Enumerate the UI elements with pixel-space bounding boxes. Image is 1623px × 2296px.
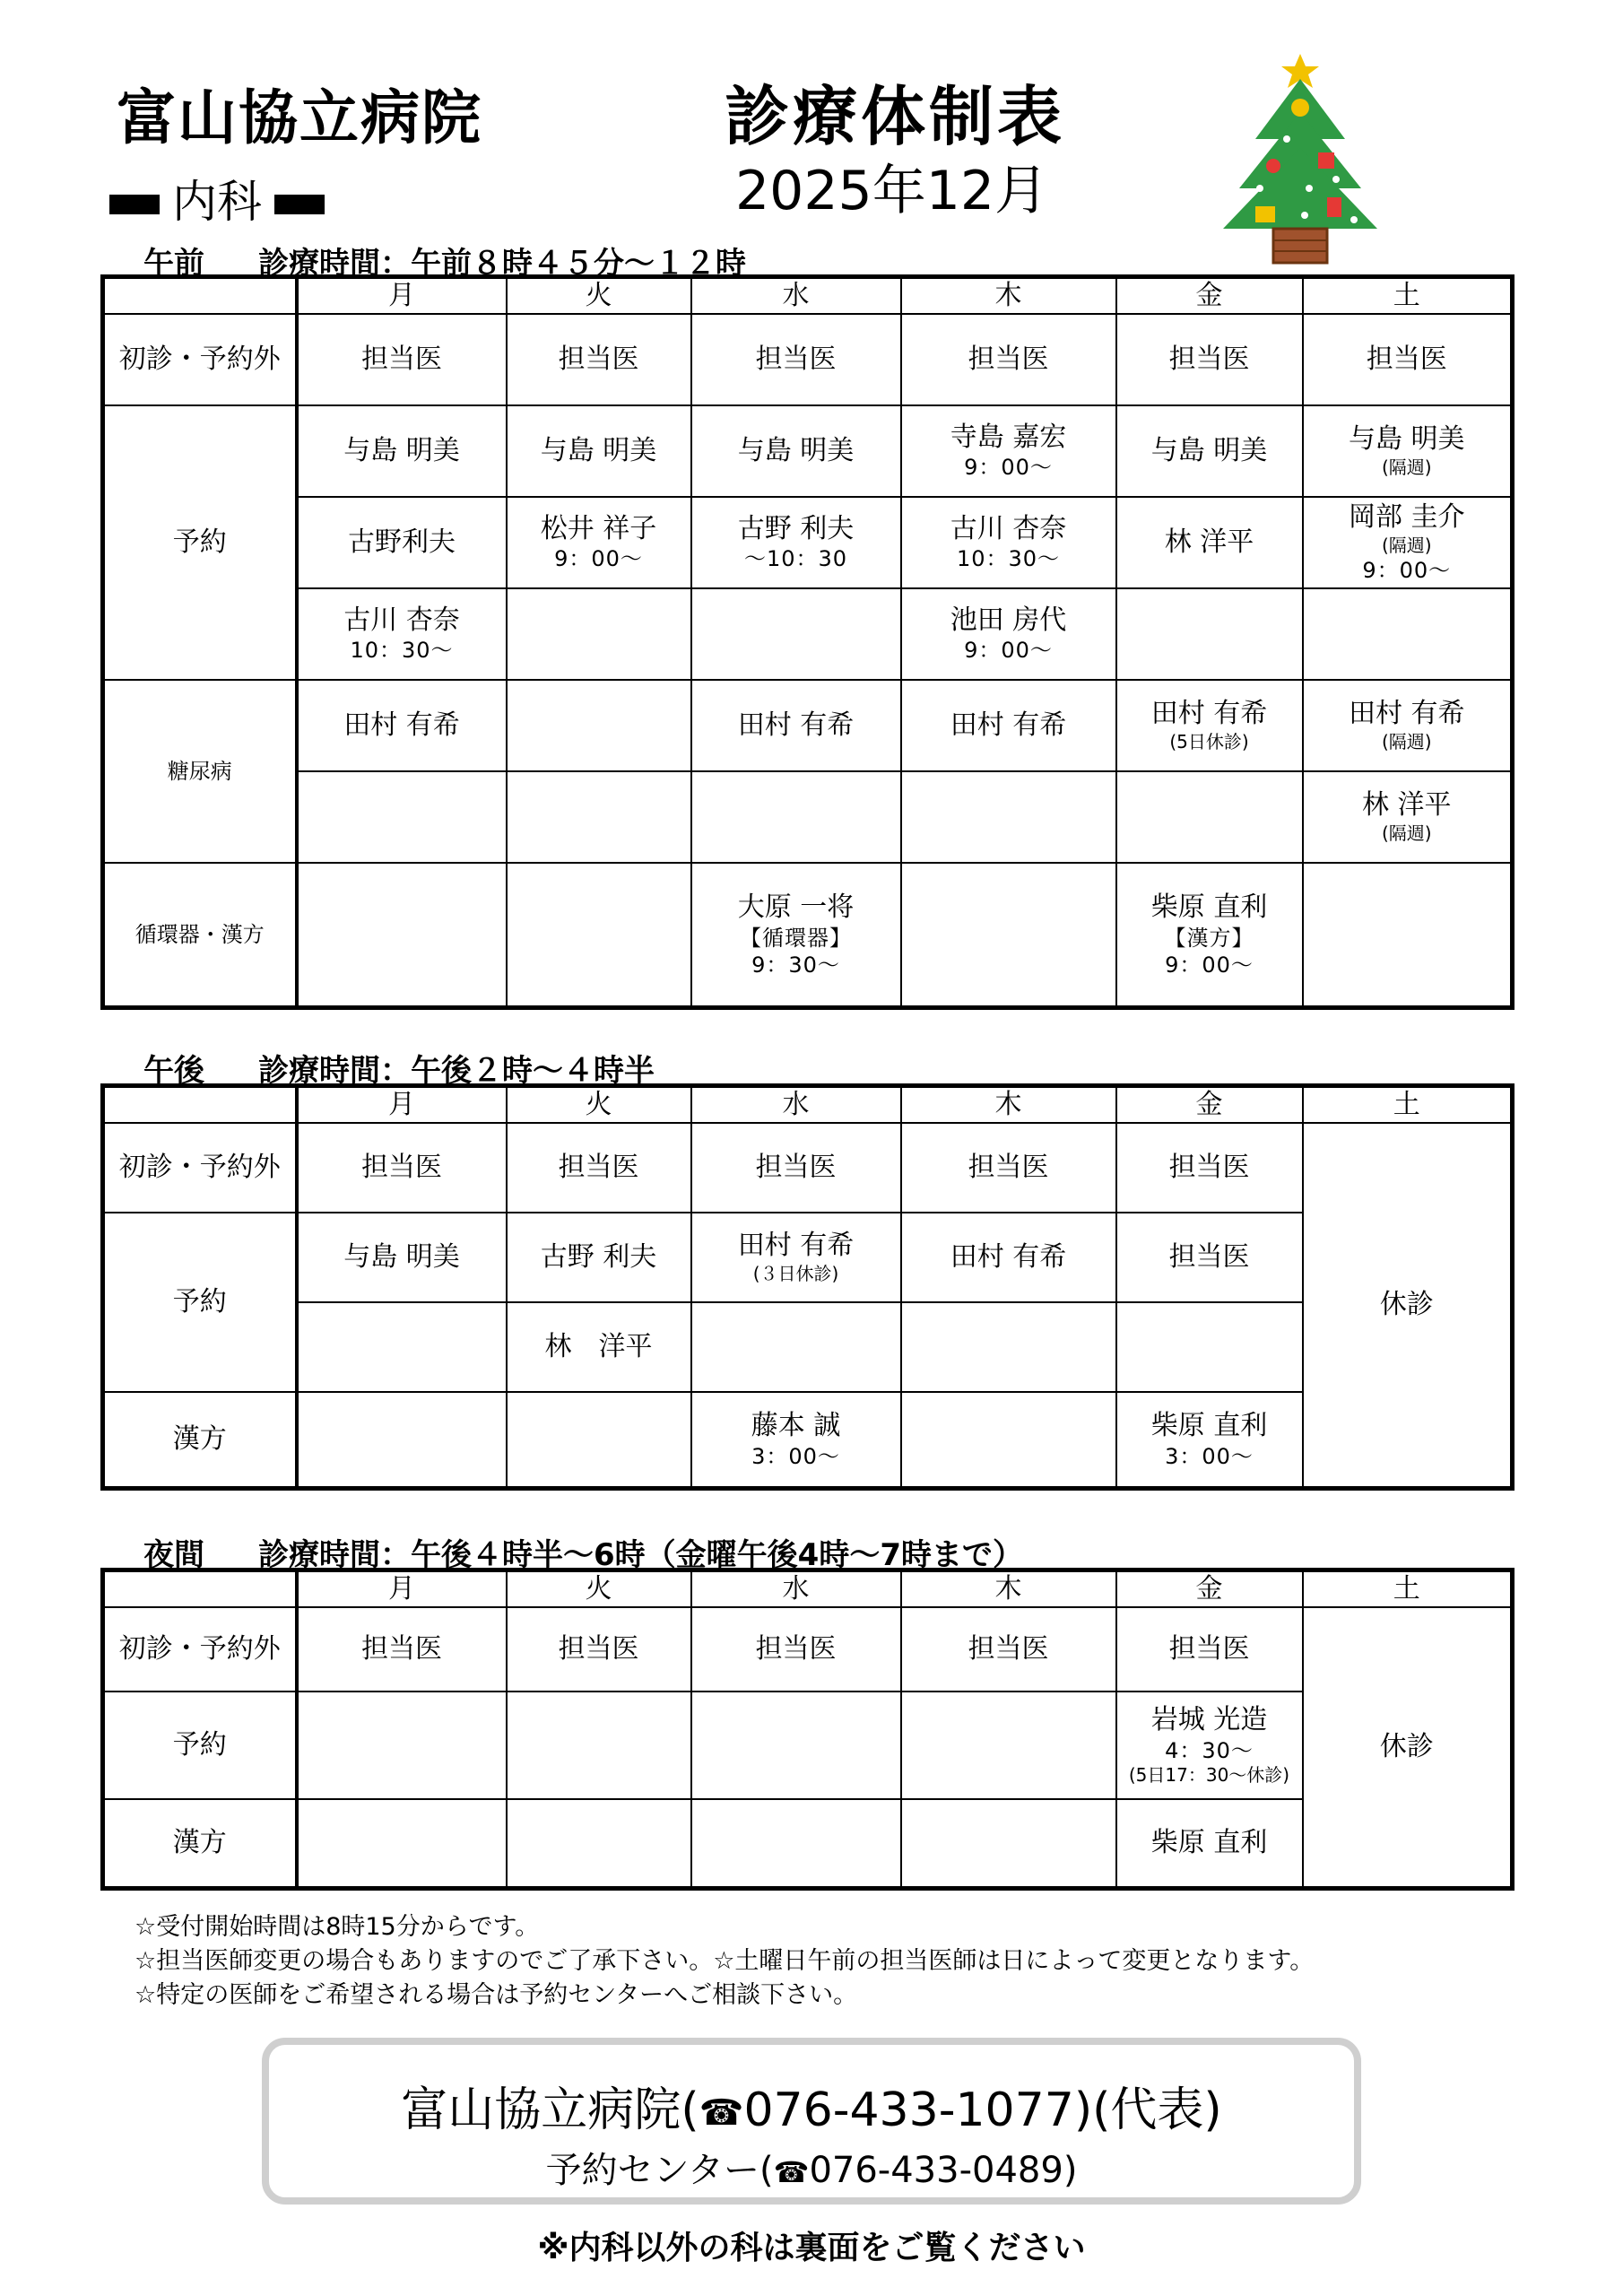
afternoon-first-visit-thu: 担当医 bbox=[901, 1123, 1116, 1213]
doctor-name: 岩城 光造 bbox=[1150, 1704, 1268, 1736]
night-first-visit-mon: 担当医 bbox=[297, 1607, 507, 1692]
doctor-name: 古川 杏奈 bbox=[343, 604, 460, 636]
morning-first-visit-thu: 担当医 bbox=[901, 314, 1116, 405]
morning-reservation-label: 予約 bbox=[103, 405, 297, 680]
morning-first-visit-fri: 担当医 bbox=[1116, 314, 1303, 405]
night-kampo-wed bbox=[691, 1799, 901, 1889]
night-day-header-row bbox=[103, 1570, 1513, 1607]
schedule-note: (隔週) bbox=[1381, 534, 1432, 556]
afternoon-first-visit-mon: 担当医 bbox=[297, 1123, 507, 1213]
morning-res2-wed bbox=[691, 497, 901, 588]
afternoon-first-visit-fri: 担当医 bbox=[1116, 1123, 1303, 1213]
doctor-name: 与島 明美 bbox=[343, 1240, 460, 1273]
night-day-tue: 火 bbox=[507, 1570, 691, 1607]
note-line: ☆受付開始時間は8時15分からです。 bbox=[135, 1913, 540, 1941]
morning-dia1-fri bbox=[1116, 680, 1303, 771]
schedule-month: 2025年12月 bbox=[735, 160, 1049, 222]
morning-dia1-mon bbox=[297, 680, 507, 771]
department-bar-left bbox=[109, 195, 160, 214]
night-kampo-thu bbox=[901, 1799, 1116, 1889]
doctor-name: 寺島 嘉宏 bbox=[950, 421, 1067, 453]
doctor-name: 田村 有希 bbox=[343, 709, 460, 741]
main-phone-number[interactable]: 076-433-1077 bbox=[743, 2083, 1074, 2137]
start-time: 9：30～ bbox=[751, 952, 840, 978]
afternoon-kampo-mon bbox=[297, 1392, 507, 1489]
specialty-label: 【循環器】 bbox=[740, 925, 852, 951]
afternoon-first-visit-tue: 担当医 bbox=[507, 1123, 691, 1213]
doctor-name: 岡部 圭介 bbox=[1348, 501, 1465, 534]
night-kampo-mon bbox=[297, 1799, 507, 1889]
doctor-name: 田村 有希 bbox=[737, 1230, 855, 1262]
morning-diabetes-row-2 bbox=[103, 771, 1513, 863]
night-corner-cell bbox=[103, 1570, 297, 1607]
night-kampo-tue bbox=[507, 1799, 691, 1889]
doctor-name: 林 洋平 bbox=[1164, 526, 1254, 558]
morning-res2-sat bbox=[1303, 497, 1513, 588]
night-day-mon: 月 bbox=[297, 1570, 507, 1607]
night-res-wed bbox=[691, 1692, 901, 1799]
afternoon-res1-fri bbox=[1116, 1213, 1303, 1302]
afternoon-res1-wed bbox=[691, 1213, 901, 1302]
doctor-name: 柴原 直利 bbox=[1150, 891, 1268, 923]
morning-day-mon: 月 bbox=[297, 277, 507, 314]
morning-diabetes-row-1 bbox=[103, 680, 1513, 771]
morning-res3-sat bbox=[1303, 588, 1513, 680]
doctor-name: 古川 杏奈 bbox=[950, 512, 1067, 544]
night-reservation-row bbox=[103, 1692, 1513, 1799]
morning-circ-kampo-label: 循環器・漢方 bbox=[103, 863, 297, 1008]
morning-res2-fri bbox=[1116, 497, 1303, 588]
night-day-sat: 土 bbox=[1303, 1570, 1513, 1607]
doctor-name: 与島 明美 bbox=[343, 434, 460, 466]
afternoon-hours: 診療時間：午後２時～４時半 bbox=[258, 1053, 655, 1089]
morning-dia2-wed bbox=[691, 771, 901, 863]
morning-res3-wed bbox=[691, 588, 901, 680]
morning-res2-tue bbox=[507, 497, 691, 588]
morning-circ-mon bbox=[297, 863, 507, 1008]
start-time: 9：00～ bbox=[554, 546, 643, 572]
morning-dia2-fri bbox=[1116, 771, 1303, 863]
start-time: 9：00～ bbox=[1362, 557, 1452, 583]
night-day-fri: 金 bbox=[1116, 1570, 1303, 1607]
start-time: 4：30～ bbox=[1165, 1737, 1254, 1763]
afternoon-res2-mon bbox=[297, 1302, 507, 1392]
morning-first-visit-wed: 担当医 bbox=[691, 314, 901, 405]
doctor-name: 与島 明美 bbox=[1348, 423, 1465, 456]
doctor-name: 田村 有希 bbox=[950, 709, 1067, 741]
doctor-name: 池田 房代 bbox=[950, 604, 1067, 636]
morning-dia2-sat bbox=[1303, 771, 1513, 863]
afternoon-res2-tue bbox=[507, 1302, 691, 1392]
reservation-center-label: 予約センター bbox=[545, 2150, 759, 2191]
schedule-note: (隔週) bbox=[1381, 730, 1432, 752]
doctor-name: 柴原 直利 bbox=[1150, 1827, 1268, 1858]
afternoon-reservation-row-2 bbox=[103, 1302, 1513, 1392]
night-res-mon bbox=[297, 1692, 507, 1799]
morning-res1-sat bbox=[1303, 405, 1513, 497]
afternoon-day-sat: 土 bbox=[1303, 1086, 1513, 1123]
morning-res3-thu bbox=[901, 588, 1116, 680]
main-phone-suffix: (代表) bbox=[1092, 2083, 1222, 2137]
doctor-name: 柴原 直利 bbox=[1150, 1410, 1268, 1441]
afternoon-saturday-closed: 休診 bbox=[1303, 1123, 1513, 1489]
morning-day-tue: 火 bbox=[507, 277, 691, 314]
afternoon-res1-tue bbox=[507, 1213, 691, 1302]
note-line: ☆担当医師変更の場合もありますのでご了承下さい。☆土曜日午前の担当医師は日によって変更となります。 bbox=[135, 1947, 1315, 1975]
night-first-visit-label: 初診・予約外 bbox=[103, 1607, 297, 1692]
night-schedule-table bbox=[100, 1568, 1515, 1891]
footer-note: ※内科以外の科は裏面をご覧ください bbox=[537, 2230, 1086, 2266]
night-res-fri bbox=[1116, 1692, 1303, 1799]
morning-res1-thu bbox=[901, 405, 1116, 497]
afternoon-reservation-label: 予約 bbox=[103, 1213, 297, 1392]
start-time: 10：30～ bbox=[956, 546, 1061, 572]
morning-label: 午前 bbox=[143, 246, 204, 282]
afternoon-day-mon: 月 bbox=[297, 1086, 507, 1123]
contact-box bbox=[262, 2038, 1361, 2205]
afternoon-res1-thu bbox=[901, 1213, 1116, 1302]
afternoon-kampo-wed bbox=[691, 1392, 901, 1489]
night-label: 夜間 bbox=[143, 1537, 204, 1573]
morning-circ-tue bbox=[507, 863, 691, 1008]
afternoon-day-tue: 火 bbox=[507, 1086, 691, 1123]
afternoon-label: 午後 bbox=[143, 1053, 204, 1089]
afternoon-corner-cell bbox=[103, 1086, 297, 1123]
morning-circ-sat bbox=[1303, 863, 1513, 1008]
doctor-name: 大原 一将 bbox=[737, 891, 855, 923]
start-time: 3：00～ bbox=[751, 1443, 840, 1469]
night-kampo-row bbox=[103, 1799, 1513, 1889]
afternoon-day-fri: 金 bbox=[1116, 1086, 1303, 1123]
doctor-name: 古野 利夫 bbox=[540, 1240, 657, 1273]
afternoon-kampo-fri bbox=[1116, 1392, 1303, 1489]
doctor-name: 与島 明美 bbox=[1150, 434, 1268, 466]
night-kampo-label: 漢方 bbox=[103, 1799, 297, 1889]
morning-res1-wed bbox=[691, 405, 901, 497]
afternoon-kampo-label: 漢方 bbox=[103, 1392, 297, 1489]
morning-day-thu: 木 bbox=[901, 277, 1116, 314]
morning-first-visit-tue: 担当医 bbox=[507, 314, 691, 405]
christmas-tree-icon bbox=[1219, 54, 1381, 265]
morning-schedule-table bbox=[100, 274, 1515, 1010]
morning-reservation-row-1 bbox=[103, 405, 1513, 497]
afternoon-schedule-table bbox=[100, 1083, 1515, 1491]
morning-day-wed: 水 bbox=[691, 277, 901, 314]
schedule-note: (5日休診) bbox=[1169, 730, 1249, 752]
start-time: 9：00～ bbox=[1165, 952, 1254, 978]
doctor-name: 田村 有希 bbox=[1348, 698, 1465, 730]
doctor-name: 田村 有希 bbox=[950, 1240, 1067, 1273]
doctor-name: 古野 利夫 bbox=[737, 512, 855, 544]
night-first-visit-fri: 担当医 bbox=[1116, 1607, 1303, 1692]
doctor-name: 田村 有希 bbox=[1150, 698, 1268, 730]
contact-hospital-name: 富山協立病院 bbox=[401, 2083, 681, 2137]
doctor-name: 与島 明美 bbox=[540, 434, 657, 466]
department-label bbox=[109, 166, 325, 230]
afternoon-kampo-row bbox=[103, 1392, 1513, 1489]
schedule-note: (隔週) bbox=[1381, 822, 1432, 844]
afternoon-res2-fri bbox=[1116, 1302, 1303, 1392]
night-kampo-fri bbox=[1116, 1799, 1303, 1889]
morning-res3-tue bbox=[507, 588, 691, 680]
doctor-name: 担当医 bbox=[1168, 1240, 1250, 1273]
doctor-name: 林 洋平 bbox=[544, 1330, 653, 1362]
doctor-name: 古野利夫 bbox=[348, 526, 456, 558]
department-name: 内科 bbox=[172, 176, 262, 228]
afternoon-kampo-tue bbox=[507, 1392, 691, 1489]
night-hours: 診療時間：午後４時半～6時（金曜午後4時～7時まで） bbox=[258, 1537, 1023, 1573]
morning-circ-fri bbox=[1116, 863, 1303, 1008]
start-time: 9：00～ bbox=[964, 455, 1053, 481]
doctor-name: 与島 明美 bbox=[737, 434, 855, 466]
afternoon-first-visit-wed: 担当医 bbox=[691, 1123, 901, 1213]
note-line: ☆特定の医師をご希望される場合は予約センターへご相談下さい。 bbox=[135, 1981, 858, 2009]
contact-main-line: 富山協立病院(☎076-433-1077)(代表) bbox=[401, 2083, 1222, 2137]
notes-block bbox=[135, 1910, 1314, 2013]
morning-day-fri: 金 bbox=[1116, 277, 1303, 314]
afternoon-kampo-thu bbox=[901, 1392, 1116, 1489]
morning-hours: 診療時間：午前８時４５分～１２時 bbox=[258, 246, 746, 282]
night-reservation-label: 予約 bbox=[103, 1692, 297, 1799]
schedule-note: (隔週) bbox=[1381, 456, 1432, 478]
morning-day-sat: 土 bbox=[1303, 277, 1513, 314]
morning-dia2-mon bbox=[297, 771, 507, 863]
morning-res1-tue bbox=[507, 405, 691, 497]
morning-diabetes-label: 糖尿病 bbox=[103, 680, 297, 863]
schedule-note: (３日休診) bbox=[752, 1262, 839, 1284]
phone-icon: ☎ bbox=[773, 2155, 810, 2189]
phone-icon: ☎ bbox=[699, 2092, 744, 2134]
morning-res2-mon bbox=[297, 497, 507, 588]
morning-res1-fri bbox=[1116, 405, 1303, 497]
morning-first-visit-sat: 担当医 bbox=[1303, 314, 1513, 405]
afternoon-day-thu: 木 bbox=[901, 1086, 1116, 1123]
morning-reservation-row-3 bbox=[103, 588, 1513, 680]
morning-dia2-tue bbox=[507, 771, 691, 863]
night-saturday-closed: 休診 bbox=[1303, 1607, 1513, 1889]
start-time: 10：30～ bbox=[350, 638, 454, 664]
doctor-name: 藤本 誠 bbox=[751, 1410, 841, 1441]
night-res-thu bbox=[901, 1692, 1116, 1799]
morning-dia2-thu bbox=[901, 771, 1116, 863]
morning-dia1-wed bbox=[691, 680, 901, 771]
morning-res1-mon bbox=[297, 405, 507, 497]
contact-sub-line: 予約センター(☎076-433-0489) bbox=[545, 2150, 1078, 2191]
doctor-name: 松井 祥子 bbox=[540, 512, 657, 544]
start-time: 9：00～ bbox=[964, 638, 1053, 664]
doctor-name: 林 洋平 bbox=[1361, 789, 1452, 822]
start-time: 3：00～ bbox=[1165, 1443, 1254, 1469]
night-day-thu: 木 bbox=[901, 1570, 1116, 1607]
morning-res3-fri bbox=[1116, 588, 1303, 680]
night-res-tue bbox=[507, 1692, 691, 1799]
department-bar-right bbox=[274, 195, 325, 214]
morning-first-visit-label: 初診・予約外 bbox=[103, 314, 297, 405]
night-first-visit-row bbox=[103, 1607, 1513, 1692]
morning-res2-thu bbox=[901, 497, 1116, 588]
night-first-visit-wed: 担当医 bbox=[691, 1607, 901, 1692]
doctor-name: 田村 有希 bbox=[737, 709, 855, 741]
morning-reservation-row-2 bbox=[103, 497, 1513, 588]
night-day-wed: 水 bbox=[691, 1570, 901, 1607]
afternoon-res1-mon bbox=[297, 1213, 507, 1302]
hospital-name: 富山協立病院 bbox=[117, 83, 482, 152]
document-title: 診療体制表 bbox=[725, 79, 1066, 154]
afternoon-res2-thu bbox=[901, 1302, 1116, 1392]
morning-circ-wed bbox=[691, 863, 901, 1008]
morning-corner-cell bbox=[103, 277, 297, 314]
morning-res3-mon bbox=[297, 588, 507, 680]
reservation-center-phone[interactable]: 076-433-0489 bbox=[809, 2150, 1063, 2191]
afternoon-res2-wed bbox=[691, 1302, 901, 1392]
morning-circ-thu bbox=[901, 863, 1116, 1008]
afternoon-day-header-row bbox=[103, 1086, 1513, 1123]
afternoon-first-visit-row bbox=[103, 1123, 1513, 1213]
morning-dia1-tue bbox=[507, 680, 691, 771]
morning-dia1-thu bbox=[901, 680, 1116, 771]
night-first-visit-thu: 担当医 bbox=[901, 1607, 1116, 1692]
morning-dia1-sat bbox=[1303, 680, 1513, 771]
afternoon-day-wed: 水 bbox=[691, 1086, 901, 1123]
morning-day-header-row bbox=[103, 277, 1513, 314]
afternoon-reservation-row-1 bbox=[103, 1213, 1513, 1302]
specialty-label: 【漢方】 bbox=[1164, 925, 1254, 951]
morning-first-visit-row bbox=[103, 314, 1513, 405]
night-first-visit-tue: 担当医 bbox=[507, 1607, 691, 1692]
morning-circ-kampo-row bbox=[103, 863, 1513, 1008]
schedule-note: (5日17：30～休診) bbox=[1128, 1763, 1290, 1786]
morning-first-visit-mon: 担当医 bbox=[297, 314, 507, 405]
afternoon-first-visit-label: 初診・予約外 bbox=[103, 1123, 297, 1213]
end-time: ～10：30 bbox=[743, 546, 848, 572]
